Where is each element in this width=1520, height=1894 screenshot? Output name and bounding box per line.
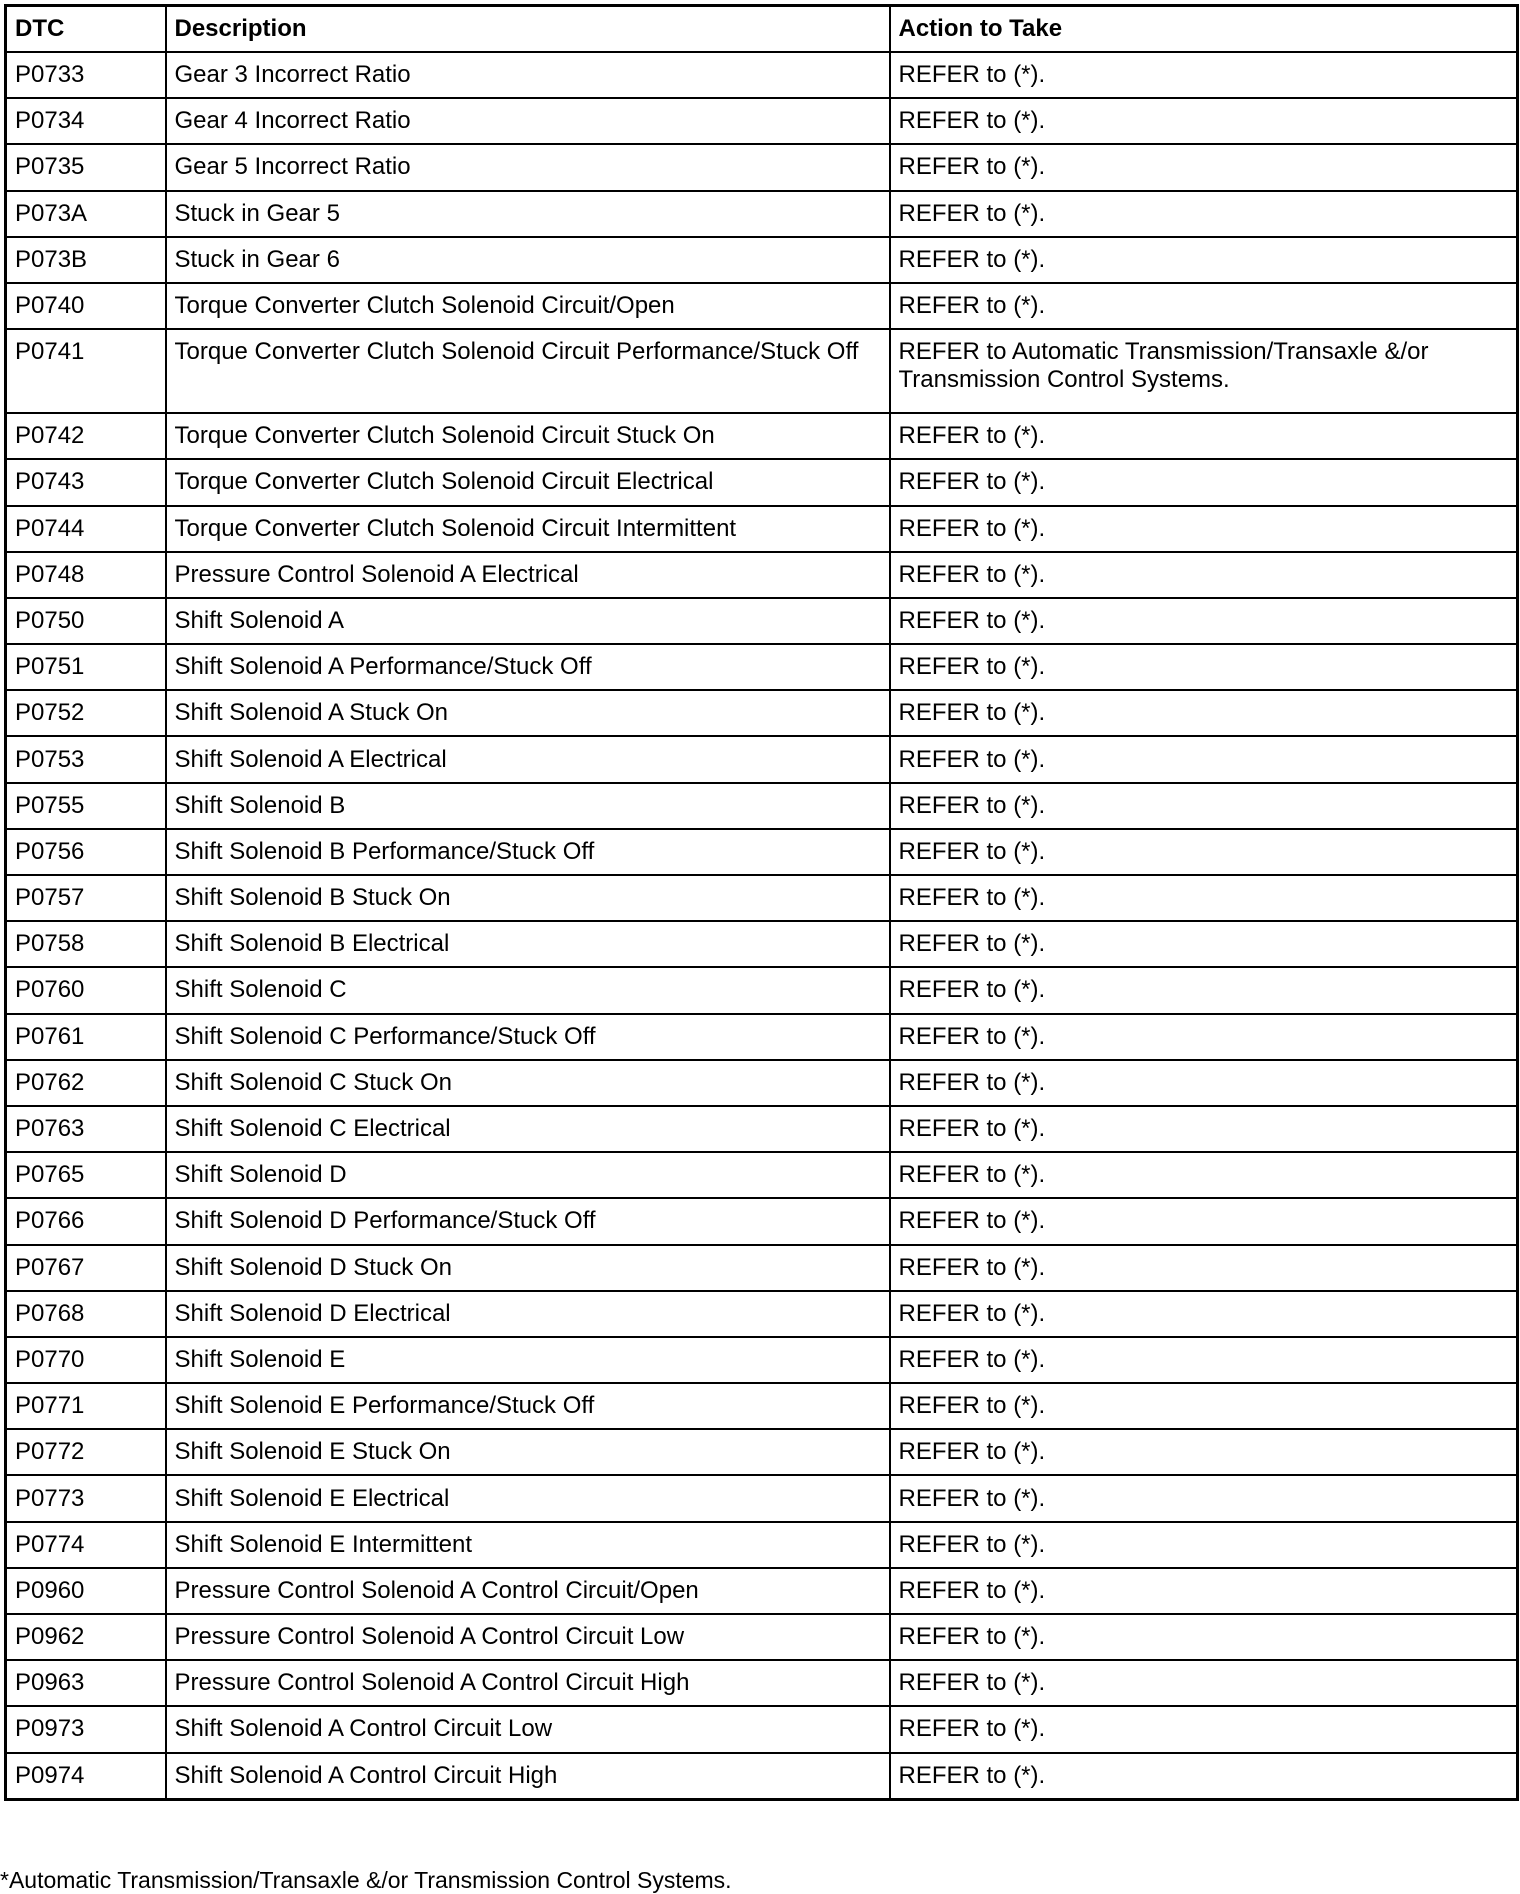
dtc-cell: P0741 — [6, 329, 166, 413]
action-cell: REFER to (*). — [890, 413, 1518, 459]
dtc-cell: P0767 — [6, 1245, 166, 1291]
action-cell: REFER to (*). — [890, 144, 1518, 190]
table-row — [6, 1337, 1518, 1383]
dtc-cell: P0766 — [6, 1198, 166, 1244]
action-cell: REFER to (*). — [890, 1429, 1518, 1475]
dtc-cell: P0755 — [6, 783, 166, 829]
dtc-cell: P0765 — [6, 1152, 166, 1198]
table-row — [6, 329, 1518, 413]
header-row — [6, 6, 1518, 53]
table-row — [6, 598, 1518, 644]
description-cell: Shift Solenoid B — [166, 783, 890, 829]
table-row — [6, 1522, 1518, 1568]
dtc-cell: P0762 — [6, 1060, 166, 1106]
dtc-cell: P0760 — [6, 967, 166, 1013]
action-cell: REFER to (*). — [890, 1198, 1518, 1244]
action-cell: REFER to (*). — [890, 1060, 1518, 1106]
table-row — [6, 52, 1518, 98]
dtc-cell: P0740 — [6, 283, 166, 329]
table-row — [6, 1152, 1518, 1198]
action-cell: REFER to (*). — [890, 598, 1518, 644]
table-row — [6, 413, 1518, 459]
table-row — [6, 191, 1518, 237]
dtc-cell: P0771 — [6, 1383, 166, 1429]
action-cell: REFER to (*). — [890, 690, 1518, 736]
dtc-cell: P0742 — [6, 413, 166, 459]
dtc-cell: P0748 — [6, 552, 166, 598]
table-row — [6, 237, 1518, 283]
dtc-cell: P0773 — [6, 1475, 166, 1521]
action-cell: REFER to (*). — [890, 1245, 1518, 1291]
description-cell: Pressure Control Solenoid A Electrical — [166, 552, 890, 598]
description-cell: Shift Solenoid A Performance/Stuck Off — [166, 644, 890, 690]
action-cell: REFER to (*). — [890, 1614, 1518, 1660]
action-cell: REFER to (*). — [890, 1152, 1518, 1198]
description-cell: Pressure Control Solenoid A Control Circuit Low — [166, 1614, 890, 1660]
action-cell: REFER to (*). — [890, 829, 1518, 875]
dtc-cell: P0753 — [6, 736, 166, 782]
dtc-cell: P0733 — [6, 52, 166, 98]
description-cell: Shift Solenoid C Performance/Stuck Off — [166, 1014, 890, 1060]
table-row — [6, 690, 1518, 736]
action-cell: REFER to (*). — [890, 552, 1518, 598]
description-cell: Gear 5 Incorrect Ratio — [166, 144, 890, 190]
dtc-cell: P0768 — [6, 1291, 166, 1337]
table-row — [6, 1660, 1518, 1706]
action-cell: REFER to (*). — [890, 736, 1518, 782]
dtc-cell: P0750 — [6, 598, 166, 644]
action-cell: REFER to (*). — [890, 1568, 1518, 1614]
description-cell: Shift Solenoid C Electrical — [166, 1106, 890, 1152]
table-row — [6, 1706, 1518, 1752]
description-cell: Stuck in Gear 6 — [166, 237, 890, 283]
dtc-cell: P0758 — [6, 921, 166, 967]
dtc-cell: P0757 — [6, 875, 166, 921]
description-cell: Shift Solenoid C Stuck On — [166, 1060, 890, 1106]
description-cell: Shift Solenoid E — [166, 1337, 890, 1383]
description-cell: Gear 4 Incorrect Ratio — [166, 98, 890, 144]
description-cell: Shift Solenoid D — [166, 1152, 890, 1198]
dtc-cell: P0772 — [6, 1429, 166, 1475]
description-cell: Torque Converter Clutch Solenoid Circuit/Open — [166, 283, 890, 329]
footnote: *Automatic Transmission/Transaxle &/or Transmission Control Systems. — [0, 1867, 732, 1893]
description-cell: Shift Solenoid E Intermittent — [166, 1522, 890, 1568]
description-cell: Shift Solenoid A — [166, 598, 890, 644]
dtc-table — [4, 4, 1519, 1801]
action-cell: REFER to (*). — [890, 98, 1518, 144]
description-cell: Shift Solenoid A Electrical — [166, 736, 890, 782]
action-cell: REFER to (*). — [890, 52, 1518, 98]
dtc-cell: P0962 — [6, 1614, 166, 1660]
dtc-cell: P0743 — [6, 459, 166, 505]
action-cell: REFER to (*). — [890, 1706, 1518, 1752]
action-cell: REFER to (*). — [890, 1522, 1518, 1568]
action-cell: REFER to (*). — [890, 506, 1518, 552]
action-cell: REFER to (*). — [890, 1475, 1518, 1521]
dtc-cell: P073A — [6, 191, 166, 237]
table-row — [6, 1060, 1518, 1106]
header-dtc: DTC — [6, 6, 166, 53]
table-row — [6, 783, 1518, 829]
action-cell: REFER to (*). — [890, 1383, 1518, 1429]
table-row — [6, 1614, 1518, 1660]
action-cell: REFER to (*). — [890, 1106, 1518, 1152]
description-cell: Shift Solenoid E Stuck On — [166, 1429, 890, 1475]
dtc-cell: P0751 — [6, 644, 166, 690]
description-cell: Shift Solenoid A Control Circuit Low — [166, 1706, 890, 1752]
description-cell: Shift Solenoid A Stuck On — [166, 690, 890, 736]
table-row — [6, 736, 1518, 782]
table-row — [6, 144, 1518, 190]
description-cell: Shift Solenoid D Electrical — [166, 1291, 890, 1337]
table-row — [6, 283, 1518, 329]
description-cell: Gear 3 Incorrect Ratio — [166, 52, 890, 98]
table-row — [6, 1291, 1518, 1337]
table-row — [6, 644, 1518, 690]
table-row — [6, 506, 1518, 552]
dtc-cell: P0761 — [6, 1014, 166, 1060]
table-row — [6, 1475, 1518, 1521]
table-row — [6, 875, 1518, 921]
action-cell: REFER to (*). — [890, 237, 1518, 283]
dtc-cell: P0973 — [6, 1706, 166, 1752]
dtc-cell: P0756 — [6, 829, 166, 875]
description-cell: Torque Converter Clutch Solenoid Circuit Stuck On — [166, 413, 890, 459]
table-row — [6, 1198, 1518, 1244]
table-row — [6, 1106, 1518, 1152]
action-cell: REFER to (*). — [890, 283, 1518, 329]
action-cell: REFER to (*). — [890, 921, 1518, 967]
action-cell: REFER to (*). — [890, 1660, 1518, 1706]
description-cell: Shift Solenoid E Electrical — [166, 1475, 890, 1521]
header-description: Description — [166, 6, 890, 53]
action-cell: REFER to (*). — [890, 191, 1518, 237]
table-row — [6, 967, 1518, 1013]
action-cell: REFER to (*). — [890, 1337, 1518, 1383]
dtc-cell: P0974 — [6, 1753, 166, 1800]
description-cell: Shift Solenoid D Stuck On — [166, 1245, 890, 1291]
table-row — [6, 1383, 1518, 1429]
table-row — [6, 98, 1518, 144]
description-cell: Torque Converter Clutch Solenoid Circuit Performance/Stuck Off — [166, 329, 890, 413]
table-row — [6, 1429, 1518, 1475]
dtc-cell: P0734 — [6, 98, 166, 144]
dtc-cell: P0960 — [6, 1568, 166, 1614]
action-cell: REFER to (*). — [890, 644, 1518, 690]
dtc-cell: P073B — [6, 237, 166, 283]
table-row — [6, 829, 1518, 875]
action-cell: REFER to (*). — [890, 459, 1518, 505]
action-cell: REFER to (*). — [890, 1291, 1518, 1337]
description-cell: Shift Solenoid C — [166, 967, 890, 1013]
description-cell: Pressure Control Solenoid A Control Circuit/Open — [166, 1568, 890, 1614]
dtc-cell: P0752 — [6, 690, 166, 736]
action-cell: REFER to (*). — [890, 783, 1518, 829]
action-cell: REFER to (*). — [890, 1753, 1518, 1800]
description-cell: Shift Solenoid A Control Circuit High — [166, 1753, 890, 1800]
table-row — [6, 1014, 1518, 1060]
header-action: Action to Take — [890, 6, 1518, 53]
dtc-cell: P0963 — [6, 1660, 166, 1706]
action-cell: REFER to (*). — [890, 1014, 1518, 1060]
description-cell: Shift Solenoid D Performance/Stuck Off — [166, 1198, 890, 1244]
description-cell: Shift Solenoid B Performance/Stuck Off — [166, 829, 890, 875]
dtc-cell: P0770 — [6, 1337, 166, 1383]
table-header — [6, 6, 1518, 53]
dtc-cell: P0735 — [6, 144, 166, 190]
table-body — [6, 52, 1518, 1799]
description-cell: Stuck in Gear 5 — [166, 191, 890, 237]
dtc-cell: P0744 — [6, 506, 166, 552]
table-row — [6, 552, 1518, 598]
table-row — [6, 1568, 1518, 1614]
dtc-cell: P0763 — [6, 1106, 166, 1152]
action-cell: REFER to (*). — [890, 967, 1518, 1013]
description-cell: Shift Solenoid E Performance/Stuck Off — [166, 1383, 890, 1429]
table-row — [6, 1753, 1518, 1800]
table-row — [6, 921, 1518, 967]
table-row — [6, 459, 1518, 505]
table-row — [6, 1245, 1518, 1291]
dtc-cell: P0774 — [6, 1522, 166, 1568]
action-cell: REFER to Automatic Transmission/Transaxle &/or Transmission Control Systems. — [890, 329, 1518, 413]
description-cell: Torque Converter Clutch Solenoid Circuit Intermittent — [166, 506, 890, 552]
action-cell: REFER to (*). — [890, 875, 1518, 921]
description-cell: Shift Solenoid B Electrical — [166, 921, 890, 967]
description-cell: Torque Converter Clutch Solenoid Circuit Electrical — [166, 459, 890, 505]
description-cell: Shift Solenoid B Stuck On — [166, 875, 890, 921]
description-cell: Pressure Control Solenoid A Control Circuit High — [166, 1660, 890, 1706]
